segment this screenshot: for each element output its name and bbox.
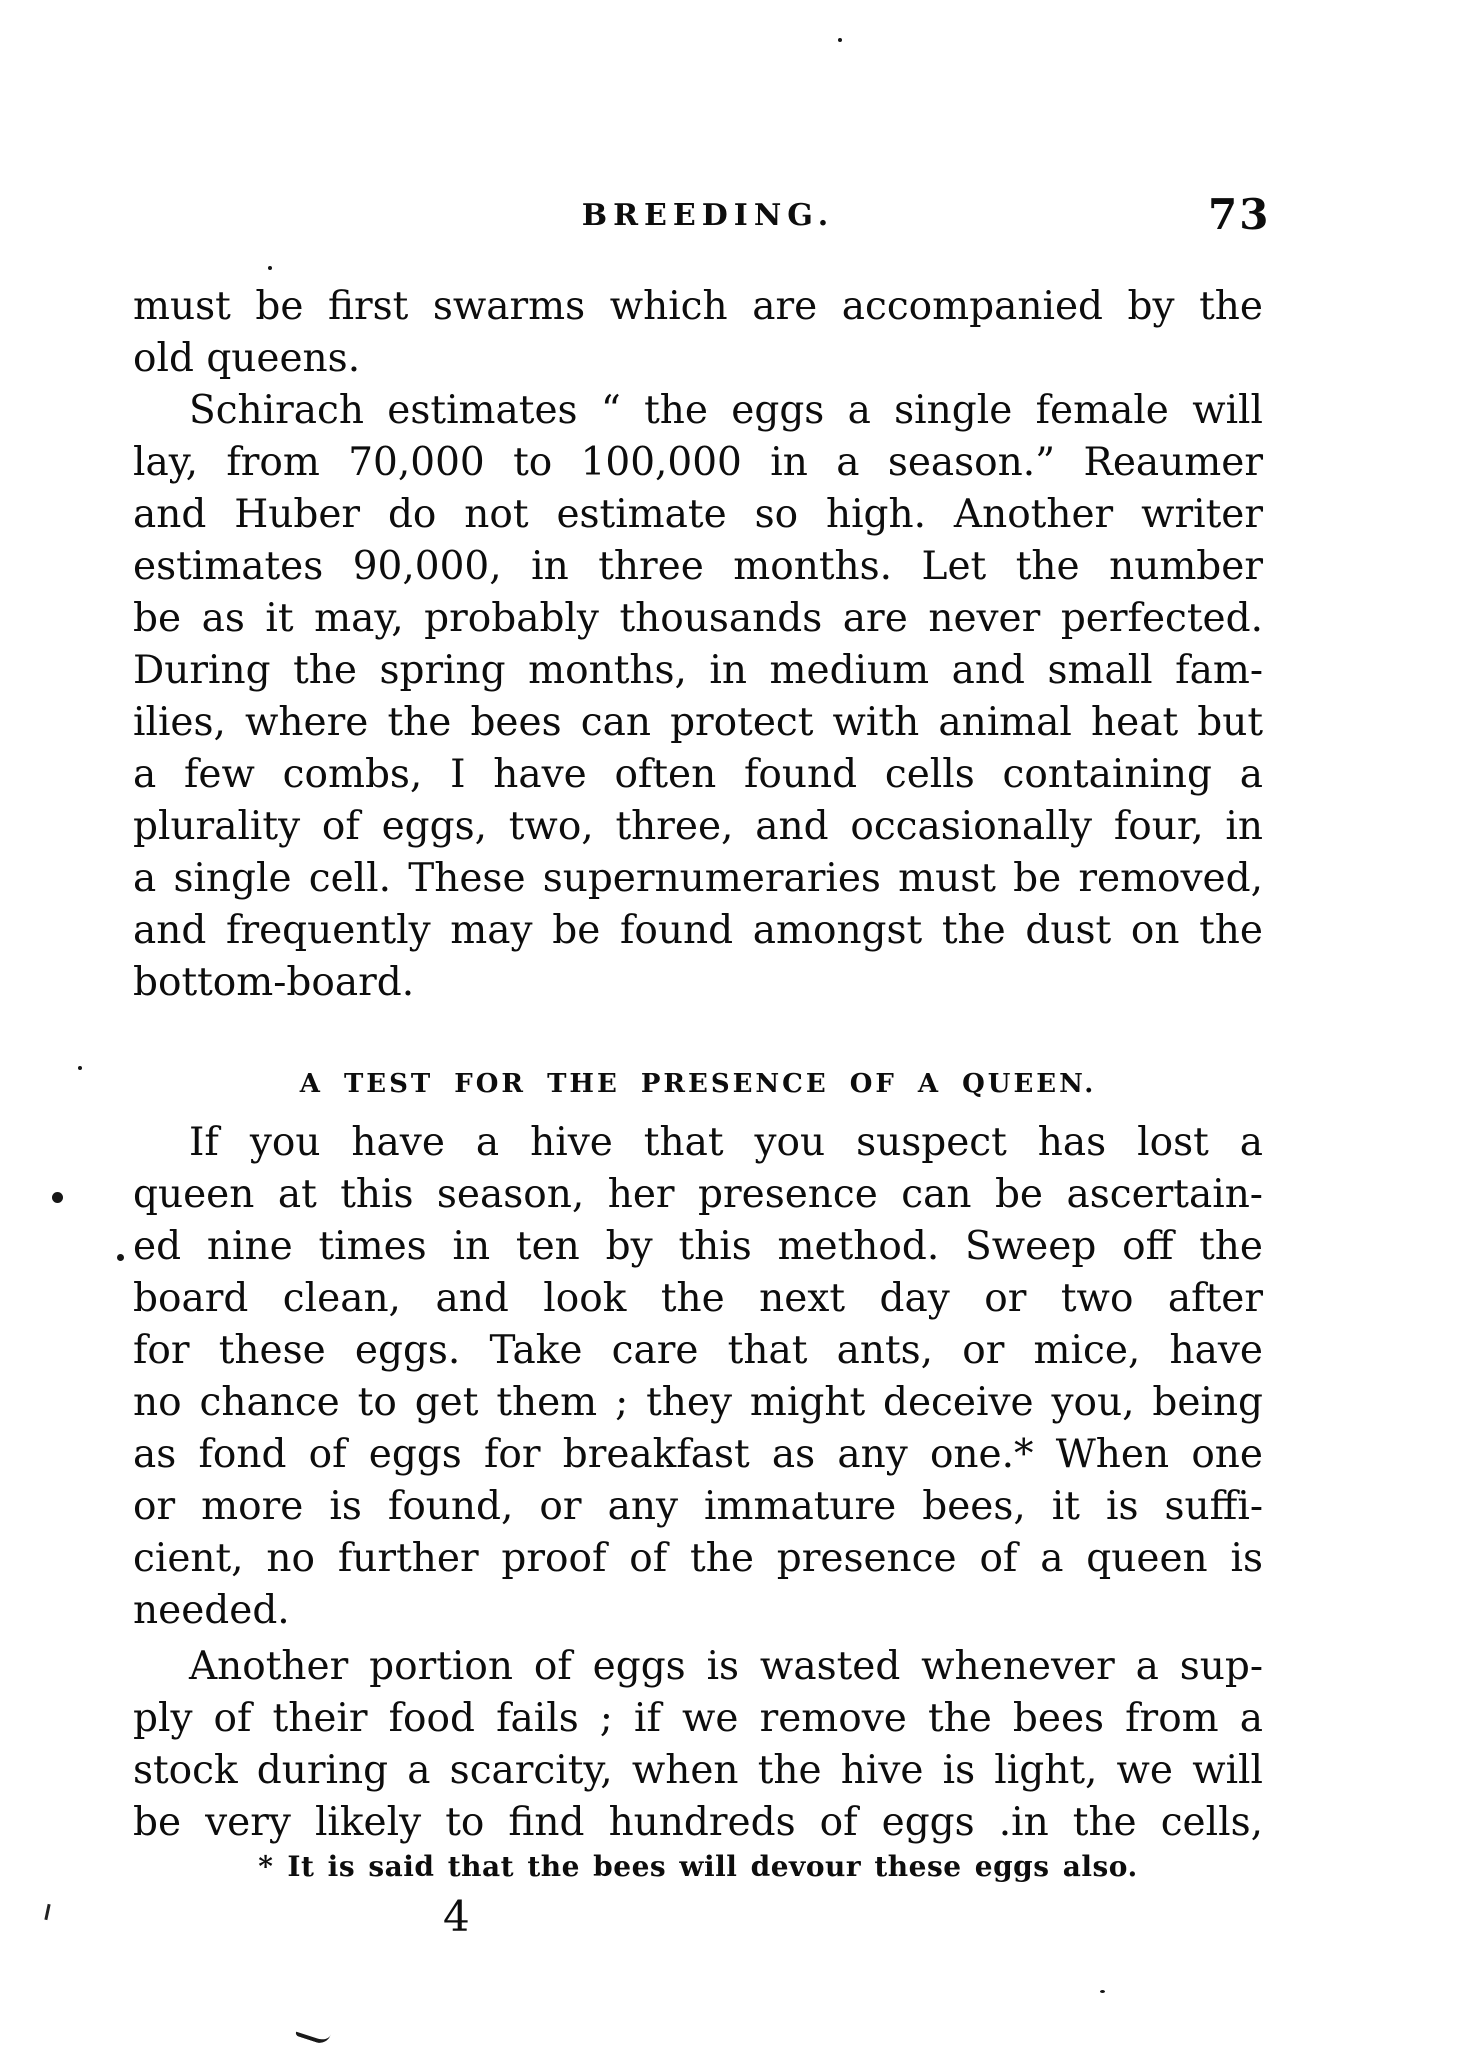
text-line: no chance to get them ; they might deceive you, being <box>133 1380 1263 1425</box>
text-line: or more is found, or any immature bees, it is suffi- <box>133 1484 1263 1529</box>
text-line: needed. <box>133 1588 290 1633</box>
text-line: as fond of eggs for breakfast as any one.* When one <box>133 1432 1263 1477</box>
text-line: board clean, and look the next day or two after <box>133 1276 1263 1321</box>
signature-mark: 4 <box>443 1892 470 1941</box>
scan-artifact-dot <box>117 1254 124 1261</box>
text-line: a single cell. These supernumeraries must be removed, <box>133 856 1263 901</box>
footnote-marker: * <box>258 1850 274 1883</box>
text-line: queen at this season, her presence can be ascertain- <box>133 1172 1263 1217</box>
paragraph <box>133 281 1263 385</box>
text-line: must be first swarms which are accompanied by the <box>133 284 1263 329</box>
text-line: lay, from 70,000 to 100,000 in a season.” Reaumer <box>133 440 1263 485</box>
running-head-title: BREEDING. <box>581 198 835 233</box>
scan-artifact-squiggle <box>295 2023 331 2046</box>
text-line: old queens. <box>133 336 361 381</box>
text-line: Another portion of eggs is wasted whenever a sup- <box>189 1644 1263 1689</box>
text-line: Schirach estimates “ the eggs a single female will <box>189 388 1263 433</box>
footnote <box>133 1850 1263 1883</box>
text-line: bottom-board. <box>133 960 415 1005</box>
paragraph <box>133 1117 1263 1637</box>
scan-artifact-dot <box>268 266 272 270</box>
text-line: for these eggs. Take care that ants, or mice, have <box>133 1328 1263 1373</box>
text-line: During the spring months, in medium and small fam- <box>133 648 1263 693</box>
text-line: and frequently may be found amongst the dust on the <box>133 908 1263 953</box>
text-line: cient, no further proof of the presence of a queen is <box>133 1536 1263 1581</box>
scan-artifact-slash <box>44 1904 50 1920</box>
section-heading: A TEST FOR THE PRESENCE OF A QUEEN. <box>299 1069 1097 1099</box>
paragraph <box>133 1641 1263 1849</box>
text-line: a few combs, I have often found cells containing a <box>133 752 1263 797</box>
text-line: be as it may, probably thousands are never perfected. <box>133 596 1263 641</box>
scan-artifact-dot <box>838 38 842 42</box>
paragraph <box>133 385 1263 1009</box>
scan-artifact-dot <box>52 1192 63 1203</box>
text-line: estimates 90,000, in three months. Let the number <box>133 544 1263 589</box>
scan-artifact-dot <box>1100 1990 1105 1993</box>
text-line: ilies, where the bees can protect with animal heat but <box>133 700 1263 745</box>
page-number: 73 <box>1208 190 1271 239</box>
text-line: If you have a hive that you suspect has lost a <box>189 1120 1263 1165</box>
text-line: ed nine times in ten by this method. Sweep off the <box>133 1224 1263 1269</box>
text-line: be very likely to find hundreds of eggs .in the cells, <box>133 1800 1263 1845</box>
text-line: and Huber do not estimate so high. Another writer <box>133 492 1263 537</box>
text-line: ply of their food fails ; if we remove the bees from a <box>133 1696 1263 1741</box>
footnote-text: It is said that the bees will devour these eggs also. <box>287 1850 1138 1883</box>
scan-artifact-dot <box>78 1066 82 1070</box>
text-line: plurality of eggs, two, three, and occasionally four, in <box>133 804 1263 849</box>
text-line: stock during a scarcity, when the hive is light, we will <box>133 1748 1263 1793</box>
body-column <box>133 281 1263 1849</box>
